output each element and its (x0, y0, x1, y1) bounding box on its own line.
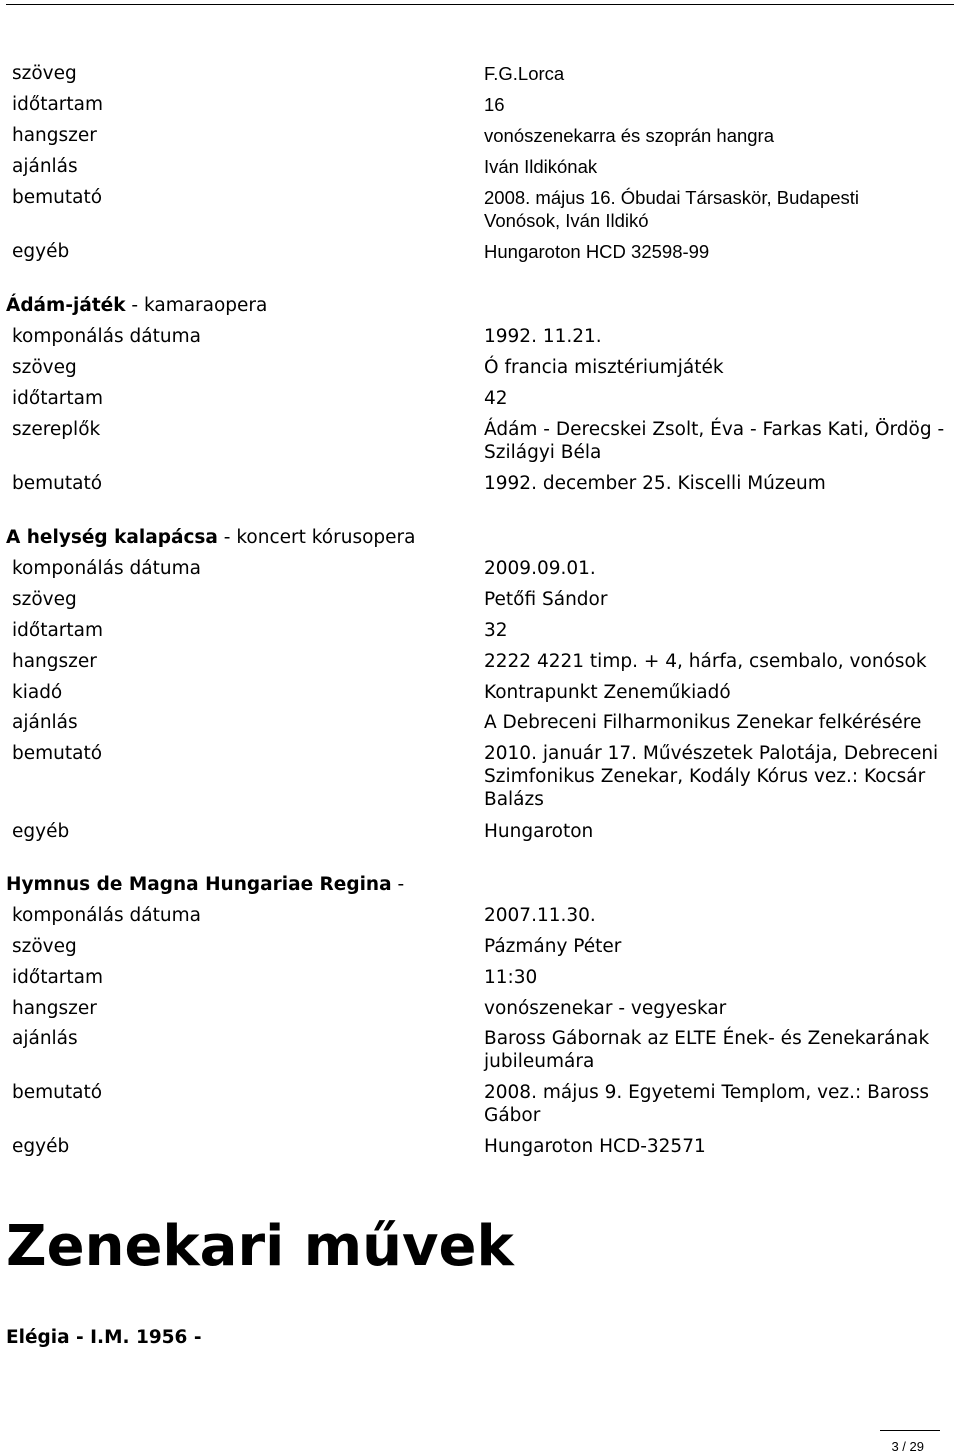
field-label: szöveg (12, 357, 77, 378)
field-value: A Debreceni Filharmonikus Zenekar felkérésére (484, 712, 922, 733)
field-label: kiadó (12, 682, 63, 703)
field-label: hangszer (12, 651, 97, 672)
field-value: 11:30 (484, 967, 538, 988)
next-work-title: Elégia - I.M. 1956 - (6, 1327, 202, 1348)
section-title: Zenekari művek (6, 1214, 514, 1279)
field-value: Hungaroton HCD 32598-99 (484, 241, 710, 262)
field-label: hangszer (12, 998, 97, 1019)
header-rule (6, 4, 954, 5)
field-label: szöveg (12, 589, 77, 610)
field-value: Kontrapunkt Zeneműkiadó (484, 682, 731, 703)
field-value: 2010. január 17. Művészetek Palotája, Debreceni Szimfonikus Zenekar, Kodály Kórus vez.: Kocsár Balázs (484, 743, 939, 810)
field-label: időtartam (12, 388, 104, 409)
field-label: bemutató (12, 743, 103, 764)
field-label: bemutató (12, 1082, 103, 1103)
work-genre: - koncert kórusopera (217, 527, 416, 548)
work-genre: - (391, 874, 405, 895)
field-label: ajánlás (12, 1028, 78, 1049)
work-heading (6, 294, 267, 318)
work-title: Ádám-játék (6, 295, 126, 316)
field-label: komponálás dátuma (12, 905, 201, 926)
field-label: szöveg (12, 936, 77, 957)
field-value: 2008. május 16. Óbudai Társaskör, Budapesti Vonósok, Iván Ildikó (484, 187, 860, 231)
field-label: bemutató (12, 187, 103, 208)
field-value: 1992. december 25. Kiscelli Múzeum (484, 473, 826, 494)
field-value: Pázmány Péter (484, 936, 622, 957)
field-value: 1992. 11.21. (484, 326, 602, 347)
field-value: 42 (484, 388, 508, 409)
page-number: 3 / 29 (891, 1439, 924, 1454)
field-value: Baross Gábornak az ELTE Ének- és Zenekarának jubileumára (484, 1028, 930, 1072)
field-label: egyéb (12, 241, 70, 262)
field-label: szereplők (12, 419, 101, 440)
work-heading (6, 873, 404, 897)
work-heading (6, 526, 415, 550)
field-label: időtartam (12, 967, 104, 988)
field-value: vonószenekarra és szoprán hangra (484, 125, 775, 146)
field-value: vonószenekar - vegyeskar (484, 998, 727, 1019)
field-value: 2009.09.01. (484, 558, 596, 579)
field-label: időtartam (12, 620, 104, 641)
field-label: ajánlás (12, 712, 78, 733)
field-value: Iván Ildikónak (484, 156, 598, 177)
field-value: Ó francia misztériumjáték (484, 357, 724, 378)
field-value: Hungaroton (484, 821, 594, 842)
field-value: 2007.11.30. (484, 905, 596, 926)
field-value: 2222 4221 timp. + 4, hárfa, csembalo, vonósok (484, 651, 927, 672)
field-label: időtartam (12, 94, 104, 115)
work-title: Hymnus de Magna Hungariae Regina (6, 874, 392, 895)
field-label: komponálás dátuma (12, 558, 201, 579)
field-value: 2008. május 9. Egyetemi Templom, vez.: Baross Gábor (484, 1082, 929, 1126)
field-label: egyéb (12, 1136, 70, 1157)
field-value: F.G.Lorca (484, 63, 565, 84)
field-value: 16 (484, 94, 505, 115)
field-value: Ádám - Derecskei Zsolt, Éva - Farkas Kati, Ördög - Szilágyi Béla (484, 419, 945, 463)
footer-rule (880, 1430, 940, 1431)
work-title: A helység kalapácsa (6, 527, 218, 548)
field-label: egyéb (12, 821, 70, 842)
field-label: komponálás dátuma (12, 326, 201, 347)
field-label: ajánlás (12, 156, 78, 177)
field-label: szöveg (12, 63, 77, 84)
work-genre: - kamaraopera (125, 295, 268, 316)
field-label: hangszer (12, 125, 97, 146)
field-value: Hungaroton HCD-32571 (484, 1136, 706, 1157)
field-value: Petőfi Sándor (484, 589, 608, 610)
field-value: 32 (484, 620, 508, 641)
field-label: bemutató (12, 473, 103, 494)
